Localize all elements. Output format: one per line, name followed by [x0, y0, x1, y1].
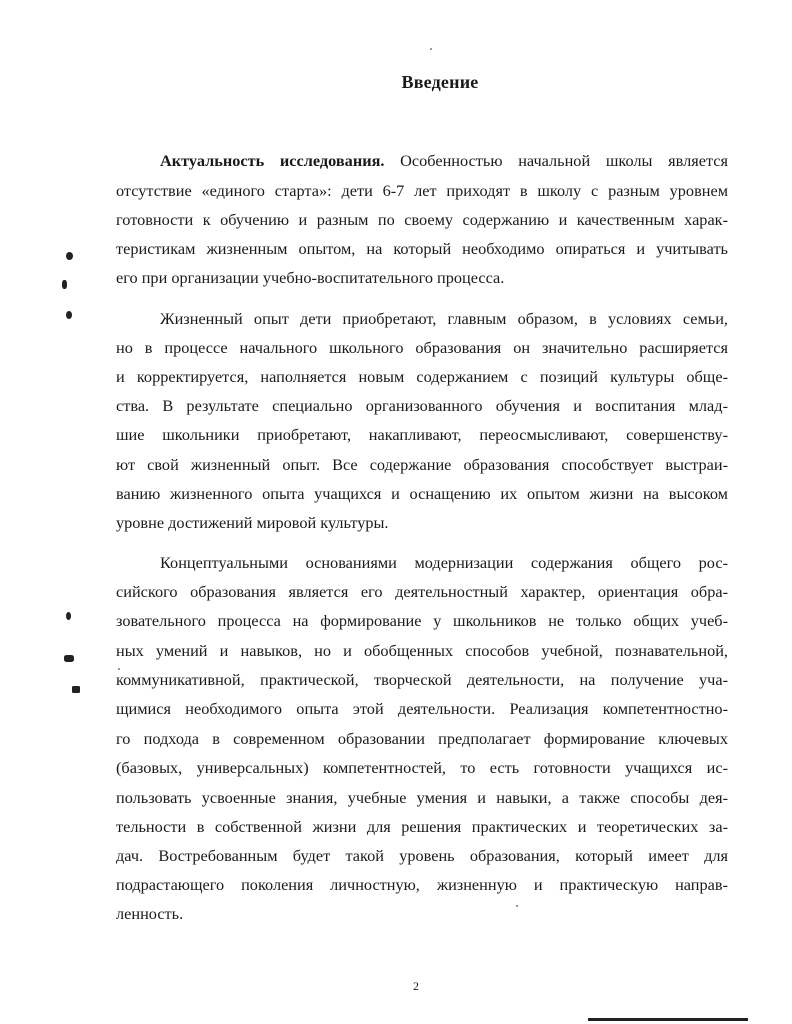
paragraph-1-line-3: готовности к обучению и разным по своему содержанию и качественным харак-	[116, 210, 728, 229]
paragraph-2-line-3: и корректируется, наполняется новым содержанием с позиций культуры обще-	[116, 367, 728, 386]
paragraph-1-line-1	[160, 151, 728, 171]
scan-mark	[66, 612, 71, 620]
paragraph-2-line-5: шие школьники приобретают, накапливают, переосмысливают, совершенству-	[116, 425, 728, 444]
scan-mark	[72, 686, 80, 693]
bold-lead: Актуальность исследования.	[160, 151, 385, 170]
paragraph-3-line-6: щимися необходимого опыта этой деятельности. Реализация компетентностно-	[116, 699, 728, 718]
text-span: Особенностью начальной школы является	[384, 151, 728, 170]
paragraph-2-line-7: ванию жизненного опыта учащихся и оснащению их опытом жизни на высоком	[116, 484, 728, 503]
paragraph-3-line-3: зовательного процесса на формирование у школьников не только общих учеб-	[116, 611, 728, 630]
scan-speck	[516, 905, 518, 907]
scan-mark	[64, 655, 74, 662]
paragraph-3-line-8: (базовых, универсальных) компетентностей, то есть готовности учащихся ис-	[116, 758, 728, 777]
paragraph-2-line-1: Жизненный опыт дети приобретают, главным образом, в условиях семьи,	[160, 309, 728, 328]
page-number: 2	[413, 979, 419, 993]
paragraph-3-line-4: ных умений и навыков, но и обобщенных способов учебной, познавательной,	[116, 641, 728, 660]
paragraph-3-line-10: тельности в собственной жизни для решения практических и теоретических за-	[116, 817, 728, 836]
scan-mark	[66, 252, 73, 260]
paragraph-2-line-6: ют свой жизненный опыт. Все содержание образования способствует выстраи-	[116, 455, 728, 474]
paragraph-3-line-7: го подхода в современном образовании предполагает формирование ключевых	[116, 729, 728, 748]
scan-mark	[62, 280, 67, 289]
paragraph-3-line-13: ленность.	[116, 904, 184, 923]
page-title: Введение	[401, 72, 479, 92]
paragraph-3-line-2: сийского образования является его деятельностный характер, ориентация обра-	[116, 582, 728, 601]
paragraph-2-line-4: ства. В результате специально организованного обучения и воспитания млад-	[116, 396, 728, 415]
scan-speck	[118, 668, 120, 670]
paragraph-1-line-2: отсутствие «единого старта»: дети 6-7 лет приходят в школу с разным уровнем	[116, 181, 728, 200]
paragraph-1-line-4: теристикам жизненным опытом, на который необходимо опираться и учитывать	[116, 239, 728, 258]
paragraph-3-line-12: подрастающего поколения личностную, жизненную и практическую направ-	[116, 875, 728, 894]
scan-speck	[430, 48, 432, 50]
paragraph-3-line-9: пользовать усвоенные знания, учебные умения и навыки, а также способы дея-	[116, 788, 728, 807]
paragraph-2-line-8: уровне достижений мировой культуры.	[116, 513, 389, 532]
paragraph-3-line-5: коммуникативной, практической, творческой деятельности, на получение уча-	[116, 670, 728, 689]
paragraph-1-line-5: его при организации учебно-воспитательного процесса.	[116, 268, 505, 287]
scan-edge-rule	[588, 1018, 748, 1021]
paragraph-2-line-2: но в процессе начального школьного образования он значительно расширяется	[116, 338, 728, 357]
paragraph-3-line-11: дач. Востребованным будет такой уровень образования, который имеет для	[116, 846, 728, 865]
scan-mark	[66, 311, 72, 319]
paragraph-3-line-1: Концептуальными основаниями модернизации содержания общего рос-	[160, 553, 728, 572]
